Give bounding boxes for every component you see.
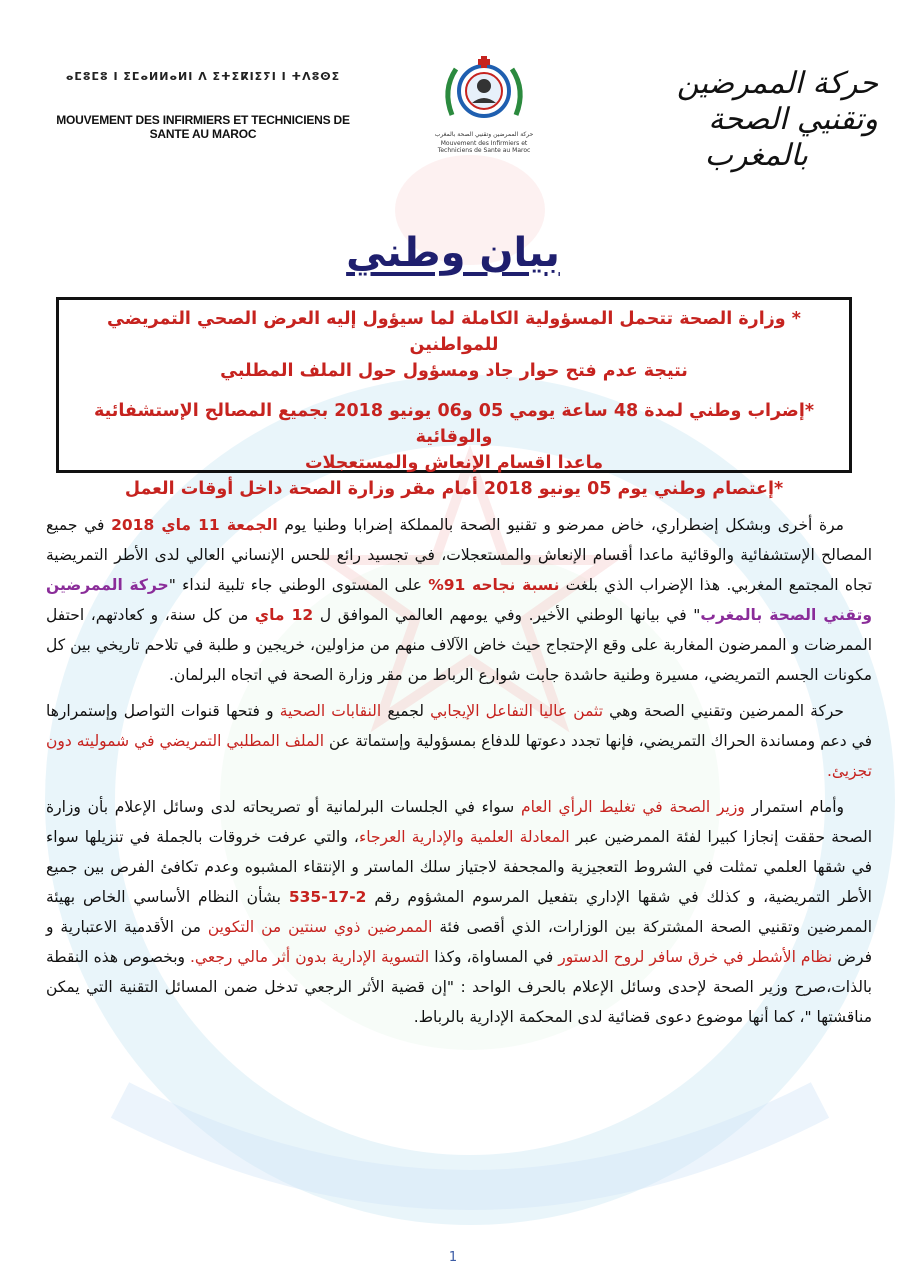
paragraph-3: وأمام استمرار وزير الصحة في تغليط الرأي العام سواء في الجلسات البرلمانية أو تصريحاته لدى وسائل الإعلام بأن وزارة الصحة حققت إنجازا كبيرا لفئة الممرضين عبر المعادلة العلمية والإدارية العرجاء، والتي عرفت خروقات بالجملة في تنزيلها سواء في شقها العلمي تمثلت في الشروط التعجيزية والمجحفة لاجتياز سلك الماستر و الإنتقاء المشبوه وعدم تكافئ الفرص بين جميع الأطر التمريضية، و كذلك في شقها الإداري بتفعيل المرسوم المشؤوم رقم 2-17-535 بشأن النظام الأساسي الخاص بهيئة الممرضين وتقنيي الصحة المشتركة بين الوزارات، الذي أقصى فئة الممرضين ذوي سنتين من التكوين من الأقدمية الاعتبارية و فرض نظام الأشطر في خرق سافر لروح الدستور في المساواة، وكذا التسوية الإدارية بدون أثر مالي رجعي. وبخصوص هذه النقطة بالذات،صرح وزير الصحة لإحدى وسائل الإعلام بالحرف الواحد : "إن قضية الأثر الرجعي تدخل ضمن المسائل التقنية التي يمكن مناقشتها "، كما أنها موضوع دعوى قضائية لدى المحكمة الإدارية بالرباط. bbox=[46, 798, 873, 1026]
demand-line-2: نتيجة عدم فتح حوار جاد ومسؤول حول الملف المطلبي bbox=[220, 361, 688, 381]
logo-emblem-icon bbox=[434, 55, 534, 125]
page-number: 1 bbox=[448, 1250, 458, 1265]
demands-box bbox=[56, 297, 852, 499]
page-title: بيان وطني bbox=[346, 230, 560, 276]
demand-line-5: *إعتصام وطني يوم 05 يونيو 2018 أمام مقر وزارة الصحة داخل أوقات العمل bbox=[124, 479, 784, 499]
demand-line-3: *إضراب وطني لمدة 48 ساعة يومي 05 و06 يونيو 2018 بجميع المصالح الإستشفائية والوقائية bbox=[94, 401, 814, 447]
header-left bbox=[48, 70, 358, 141]
org-name-ar bbox=[618, 66, 878, 174]
org-name-fr: MOUVEMENT DES INFIRMIERS ET TECHNICIENS DE SANTE AU MAROC bbox=[56, 113, 350, 141]
paragraph-2: حركة الممرضين وتقنيي الصحة وهي تثمن عاليا التفاعل الإيجابي لجميع النقابات الصحية و فتحها قنوات التواصل وإستمرارها في دعم ومساندة الحراك التمريضي، فإنها تجدد دعوتها للدفاع بمسؤولية وإستماتة عن الملف المطلبي التمريضي في شموليته دون تجزيئ. bbox=[46, 702, 873, 780]
demand-line-4: ماعدا اقسام الإنعاش والمستعجلات bbox=[304, 453, 604, 473]
tifinagh-name: ⴰⵎⵓⵎⵓ ⵏ ⵉⵎⴰⵍⵍⴰⵍⵏ ⴷ ⵉⵜⵉⴽⵏⵉⵢⵏ ⵏ ⵜⴷⵓⵙⵉ bbox=[65, 70, 341, 83]
logo-caption-ar: حركة الممرضين وتقنيي الصحة بالمغرب bbox=[434, 131, 534, 138]
logo bbox=[434, 55, 534, 154]
logo-caption-fr: Mouvement des Infirmiers et Techniciens de Sante au Maroc bbox=[437, 140, 531, 154]
demand-line-1: * وزارة الصحة تتحمل المسؤولية الكاملة لما سيؤول إليه العرض الصحي التمريضي للمواطنين bbox=[107, 309, 801, 355]
org-name-ar-line2: بالمغرب bbox=[704, 138, 808, 173]
paragraph-1: مرة أخرى وبشكل إضطراري، خاض ممرضو و تقنيو الصحة بالمملكة إضرابا وطنيا يوم الجمعة 11 ماي 2018 في جميع المصالح الإستشفائية والوقائية ماعدا أقسام الإنعاش والمستعجلات، في تجسيد رائع للحس الإنساني العالي لدى الأطر التمريضية تجاه المجتمع المغربي. هذا الإضراب الذي بلغت نسبة نجاحه 91% على المستوى الوطني جاء تلبية لنداء "حركة الممرضين وتقني الصحة بالمغرب" في بيانها الوطني الأخير. وفي يومهم العالمي الموافق ل 12 ماي من كل سنة، و كعادتهم، احتفل الممرضات و الممرضون المغاربة على وقع الإحتجاج حيث خاض الآلاف منهم من مزاولين، خريجين و طلبة في تلاحم تاريخي بين كل مكونات الجسم التمريضي، مسيرة وطنية حاشدة جابت شوارع الرباط من مقر وزارة الصحة في اتجاه البرلمان. bbox=[46, 516, 873, 684]
statement-body bbox=[46, 510, 872, 1038]
org-name-ar-line1: حركة الممرضين وتقنيي الصحة bbox=[676, 66, 878, 137]
